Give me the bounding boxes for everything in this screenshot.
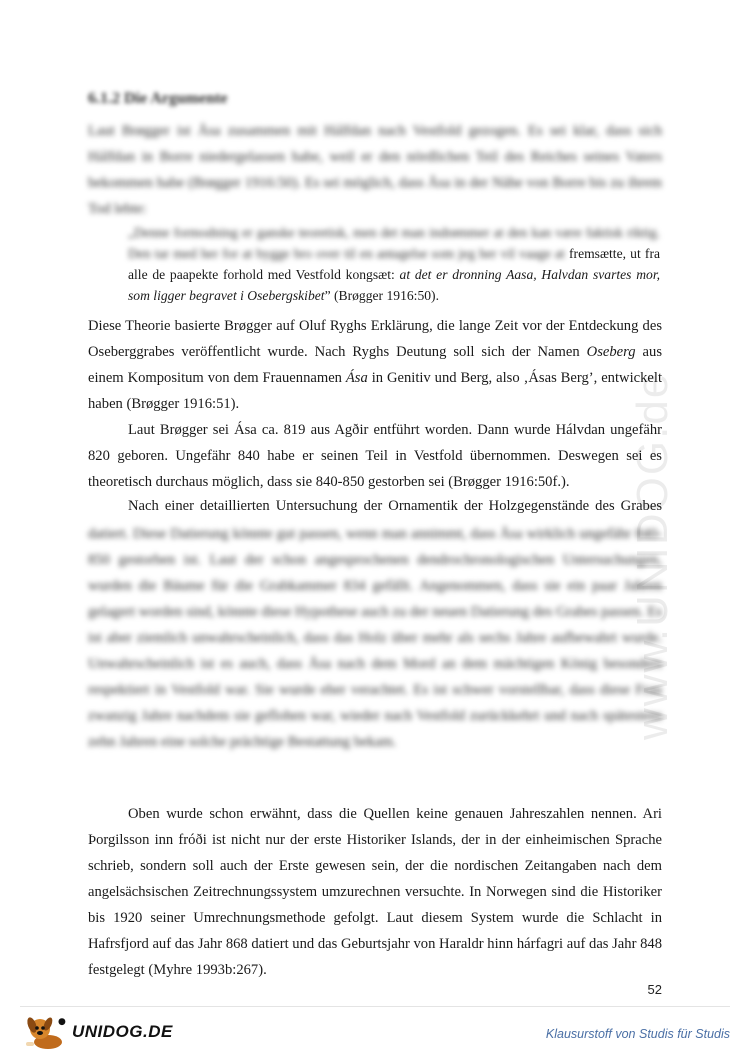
dog-mascot-icon — [22, 1012, 70, 1052]
nach-paragraph-blurred: datiert. Diese Datierung könnte gut passen, wenn man annimmt, dass Åsa wirklich ungefähr 840-850 gestorben ist. Laut der schon angesprochenen dendrochronologischen Untersuchungen, wurden die Bäume für die Grabkammer 834 gefällt. Angenommen, dass sie ein paar Jahren gelagert worden sind, könnte diese Hypothese auch zu der neuen Datierung des Grabes passen. Es ist aber ziemlich unwahrscheinlich, dass das Holz über mehr als sechs Jahre aufbewahrt wurde. Unwahrscheinlich ist es auch, dass Åsa nach dem Mord an dem mächtigen König besonders respektiert in Vestfold war. Sie wurde eher verachtet. Es ist schwer vorstellbar, dass diese Frau zwanzig Jahre nachdem sie geflohen war, wieder nach Vestfold zurückkehrt und nach spätestens zehn Jahren eine solche prächtige Bestattung bekam. — [88, 526, 662, 750]
svg-text:●: ● — [58, 1017, 66, 1027]
laut-paragraph: Laut Brøgger sei Ása ca. 819 aus Agðir entführt worden. Dann wurde Hálvdan ungefähr 820 geboren. Ungefähr 840 habe er seinen Teil in Vestfold übernommen. Deswegen sei es theoretisch durchaus möglich, dass sie 840-850 gestorben sei (Brøgger 1916:50f.). — [88, 422, 662, 490]
section-heading: 6.1.2 Die Argumente — [88, 90, 228, 107]
footer-divider — [20, 1006, 730, 1007]
asa-term: Ása — [345, 370, 368, 386]
quote-italic-text: at det er dronning Aasa, Halvdan svartes mor, som ligger begravet i Osebergskibet — [128, 267, 660, 303]
page-number: 52 — [647, 982, 662, 997]
logo-text: UNIDOG.DE — [72, 1022, 173, 1041]
quote-citation: ” (Brøgger 1916:50). — [324, 288, 439, 303]
nach-paragraph-visible: Nach einer detaillierten Untersuchung der Ornamentik der Holzgegenstände des Grabes — [128, 498, 662, 514]
quote-blurred-text: „Denne formodning er ganske teoretisk, men det man indrømmer at den kan være faktisk riktig. Den tar med her for at bygge bro over til en antagelse som jeg her vil vaage at — [128, 225, 660, 261]
footer-slogan: Klausurstoff von Studis für Studis — [545, 1027, 730, 1041]
watermark: www.UNIDOG.de — [628, 371, 677, 740]
theorie-text-1: Diese Theorie basierte Brøgger auf Oluf Ryghs Erklärung, die lange Zeit vor der Entdeckung des Oseberggrabes veröffentlicht wurde. Nach Ryghs Deutung soll sich der Namen — [88, 318, 662, 360]
oseberg-term: Oseberg — [586, 344, 636, 360]
unidog-logo[interactable] — [22, 1012, 173, 1052]
theorie-text-2: aus einem Kompositum von dem Frauennamen — [88, 344, 662, 386]
theorie-paragraph — [88, 313, 662, 417]
block-quote — [128, 222, 660, 306]
intro-paragraph: Laut Brøgger ist Åsa zusammen mit Hálfdan nach Vestfold gezogen. Es sei klar, dass sich Hálfdan in Borre niedergelassen habe, weil er den nördlichen Teil des Reiches seines Vaters bekommen habe (Brøgger 1916:50). Es sei möglich, dass Åsa in der Nähe von Borre bis zu ihrem Tod lebte: — [88, 123, 662, 217]
theorie-text-3: in Genitiv und Berg, also ‚Ásas Berg’, entwickelt haben (Brøgger 1916:51). — [88, 370, 662, 412]
quote-text: fremsætte, ut fra alle de paapekte forhold med Vestfold kongsæt: — [128, 246, 661, 282]
oben-paragraph: Oben wurde schon erwähnt, dass die Quellen keine genauen Jahreszahlen nennen. Ari Þorgilsson inn fróði ist nicht nur der erste Historiker Islands, der in der einheimischen Sprache schrieb, sondern soll auch der Erste gewesen sein, der die nordischen Zeitangaben nach dem angelsächsischen Zeitrechnungssystem umzurechnen versuchte. In Norwegen sind die Historiker bis 1920 seiner Umrechnungsmethode gefolgt. Laut diesem System wurde die Schlacht in Hafrsfjord auf das Jahr 868 datiert und das Geburtsjahr von Haraldr hinn hárfagri auf das Jahr 848 festgelegt (Myhre 1993b:267). — [88, 806, 662, 978]
